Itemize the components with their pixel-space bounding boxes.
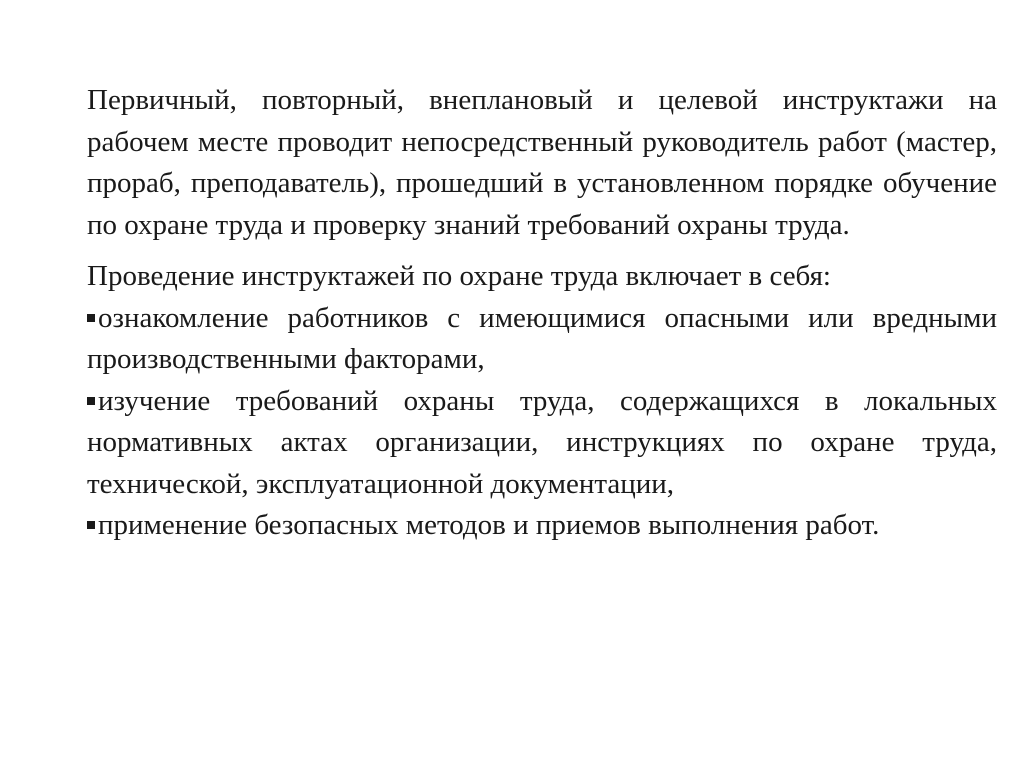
list-item-text: применение безопасных методов и приемов выполнения работ. xyxy=(98,509,880,541)
square-bullet-icon xyxy=(87,521,95,529)
square-bullet-icon xyxy=(87,397,95,405)
slide-content xyxy=(87,80,997,547)
paragraph-instructor-duties: Первичный, повторный, внеплановый и целевой инструктажи на рабочем месте проводит непосредственный руководитель работ (мастер, прораб, преподаватель), прошедший в установленном порядке обучение по охране труда и проверку знаний требований охраны труда. xyxy=(87,84,997,241)
list-item-text: изучение требований охраны труда, содержащихся в локальных нормативных актах организации, инструкциях по охране труда, технической, эксплуатационной документации, xyxy=(87,384,997,500)
list-heading: Проведение инструктажей по охране труда включает в себя: xyxy=(87,260,831,292)
list-item xyxy=(87,505,997,547)
square-bullet-icon xyxy=(87,314,95,322)
list-item xyxy=(87,381,997,506)
instruction-content-list xyxy=(87,298,997,547)
list-item-text: ознакомление работников с имеющимися опасными или вредными производственными факторами, xyxy=(87,301,997,375)
list-item xyxy=(87,298,997,381)
